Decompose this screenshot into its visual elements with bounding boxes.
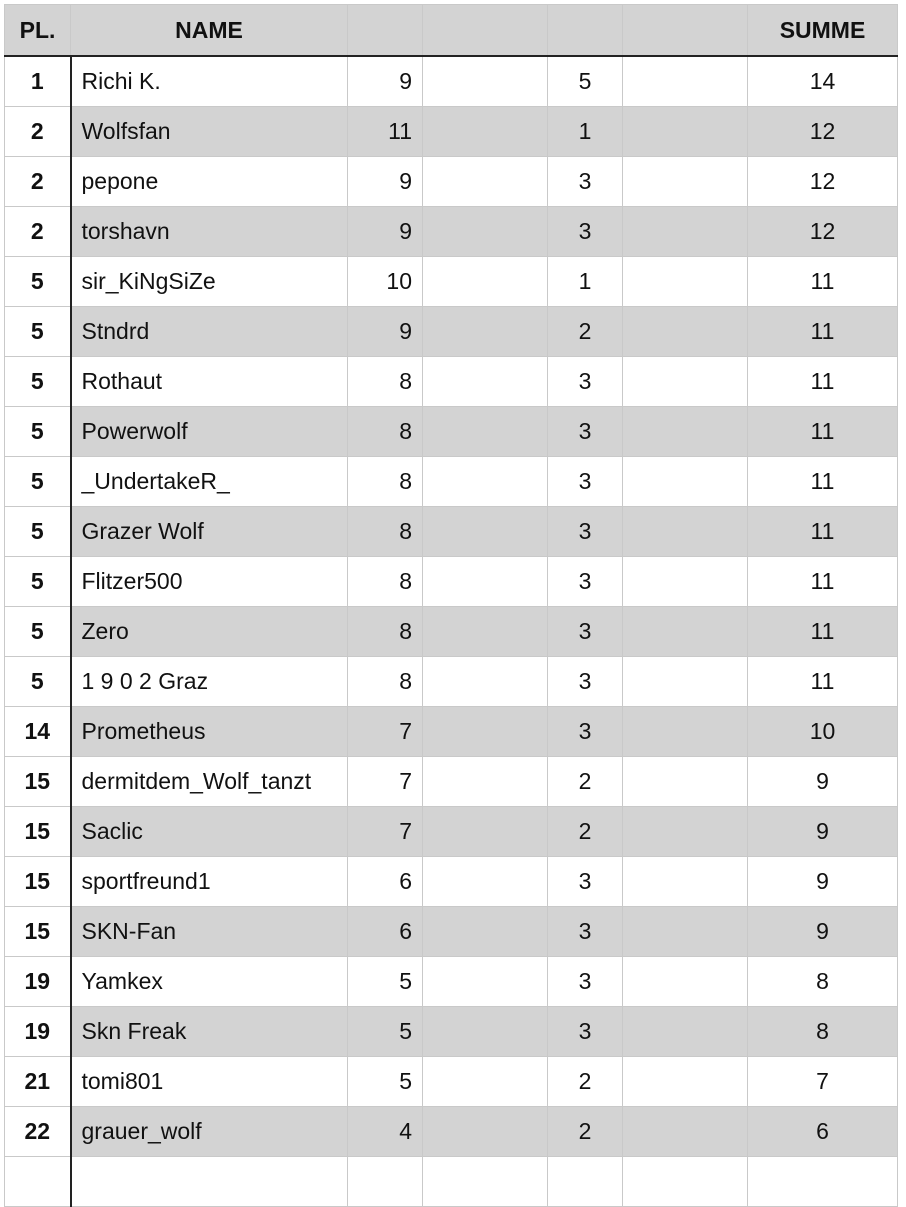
cell-place: 15 (5, 857, 71, 907)
cell-name: Yamkex (71, 957, 348, 1007)
table-row (5, 507, 898, 557)
cell-value-b: 3 (548, 157, 623, 207)
cell-value-a: 9 (348, 307, 423, 357)
cell-value-a (348, 1157, 423, 1207)
cell-total: 12 (748, 107, 898, 157)
cell-empty (423, 1107, 548, 1157)
cell-value-b: 1 (548, 107, 623, 157)
cell-empty (423, 757, 548, 807)
table-row (5, 1157, 898, 1207)
table-row (5, 1057, 898, 1107)
cell-empty (423, 1057, 548, 1107)
cell-total: 9 (748, 807, 898, 857)
cell-total: 6 (748, 1107, 898, 1157)
cell-value-b: 2 (548, 807, 623, 857)
cell-total: 11 (748, 607, 898, 657)
table-row (5, 757, 898, 807)
cell-empty (423, 157, 548, 207)
cell-value-b: 3 (548, 357, 623, 407)
cell-empty (623, 307, 748, 357)
cell-place: 15 (5, 907, 71, 957)
cell-empty (623, 157, 748, 207)
cell-value-a: 7 (348, 707, 423, 757)
cell-empty (623, 407, 748, 457)
cell-empty (623, 257, 748, 307)
cell-value-b: 5 (548, 56, 623, 107)
cell-total: 10 (748, 707, 898, 757)
cell-empty (623, 207, 748, 257)
cell-empty (423, 257, 548, 307)
cell-empty (623, 857, 748, 907)
cell-total: 11 (748, 407, 898, 457)
cell-value-a: 10 (348, 257, 423, 307)
cell-empty (423, 957, 548, 1007)
cell-empty (423, 457, 548, 507)
table-row (5, 357, 898, 407)
cell-empty (423, 1007, 548, 1057)
cell-total: 11 (748, 557, 898, 607)
cell-total (748, 1157, 898, 1207)
cell-empty (623, 1007, 748, 1057)
cell-place: 1 (5, 56, 71, 107)
cell-empty (623, 707, 748, 757)
cell-name: sir_KiNgSiZe (71, 257, 348, 307)
cell-total: 11 (748, 357, 898, 407)
cell-empty (423, 107, 548, 157)
cell-empty (423, 557, 548, 607)
cell-value-b: 3 (548, 207, 623, 257)
table-row (5, 157, 898, 207)
cell-value-a: 8 (348, 607, 423, 657)
cell-empty (423, 807, 548, 857)
cell-empty (623, 357, 748, 407)
cell-place: 15 (5, 757, 71, 807)
cell-value-b: 2 (548, 1107, 623, 1157)
cell-value-b: 3 (548, 407, 623, 457)
cell-place: 2 (5, 157, 71, 207)
cell-empty (623, 507, 748, 557)
cell-place: 19 (5, 957, 71, 1007)
cell-empty (423, 857, 548, 907)
cell-total: 8 (748, 957, 898, 1007)
header-name: NAME (71, 5, 348, 57)
cell-empty (623, 907, 748, 957)
cell-empty (423, 707, 548, 757)
cell-empty (423, 357, 548, 407)
table-row (5, 107, 898, 157)
table-row (5, 657, 898, 707)
cell-name: Stndrd (71, 307, 348, 357)
cell-value-b: 3 (548, 657, 623, 707)
cell-value-b: 3 (548, 857, 623, 907)
table-row (5, 1107, 898, 1157)
cell-empty (623, 56, 748, 107)
cell-name: Skn Freak (71, 1007, 348, 1057)
cell-empty (423, 607, 548, 657)
table-row (5, 557, 898, 607)
cell-value-b: 3 (548, 957, 623, 1007)
table-row (5, 707, 898, 757)
cell-total: 11 (748, 507, 898, 557)
cell-place: 5 (5, 457, 71, 507)
header-place: PL. (5, 5, 71, 57)
cell-value-b: 3 (548, 457, 623, 507)
cell-value-a: 8 (348, 457, 423, 507)
cell-empty (423, 657, 548, 707)
cell-name: _UndertakeR_ (71, 457, 348, 507)
table-row (5, 407, 898, 457)
cell-empty (623, 1107, 748, 1157)
cell-name: Rothaut (71, 357, 348, 407)
table-row (5, 607, 898, 657)
table-row (5, 957, 898, 1007)
table-row (5, 307, 898, 357)
cell-place: 2 (5, 107, 71, 157)
cell-name: Prometheus (71, 707, 348, 757)
header-col4 (423, 5, 548, 57)
cell-name: pepone (71, 157, 348, 207)
header-col5 (548, 5, 623, 57)
cell-value-a: 8 (348, 407, 423, 457)
cell-name (71, 1157, 348, 1207)
cell-total: 9 (748, 907, 898, 957)
cell-place: 22 (5, 1107, 71, 1157)
cell-value-a: 5 (348, 1057, 423, 1107)
cell-value-b: 1 (548, 257, 623, 307)
cell-value-b: 3 (548, 607, 623, 657)
cell-empty (623, 1157, 748, 1207)
cell-value-a: 8 (348, 357, 423, 407)
cell-name: Grazer Wolf (71, 507, 348, 557)
cell-place: 5 (5, 607, 71, 657)
header-total: SUMME (748, 5, 898, 57)
cell-name: dermitdem_Wolf_tanzt (71, 757, 348, 807)
cell-place: 5 (5, 657, 71, 707)
cell-total: 11 (748, 257, 898, 307)
cell-value-a: 5 (348, 957, 423, 1007)
cell-value-a: 5 (348, 1007, 423, 1057)
table-row (5, 857, 898, 907)
header-col3 (348, 5, 423, 57)
header-col6 (623, 5, 748, 57)
table-header (5, 5, 898, 57)
cell-place: 21 (5, 1057, 71, 1107)
table-row (5, 56, 898, 107)
cell-empty (623, 457, 748, 507)
table-row (5, 807, 898, 857)
cell-empty (423, 207, 548, 257)
cell-total: 8 (748, 1007, 898, 1057)
cell-place: 19 (5, 1007, 71, 1057)
cell-empty (423, 1157, 548, 1207)
cell-empty (423, 907, 548, 957)
cell-name: Powerwolf (71, 407, 348, 457)
cell-place: 2 (5, 207, 71, 257)
cell-value-b: 3 (548, 907, 623, 957)
cell-place (5, 1157, 71, 1207)
cell-value-a: 7 (348, 757, 423, 807)
cell-name: torshavn (71, 207, 348, 257)
cell-name: tomi801 (71, 1057, 348, 1107)
cell-name: sportfreund1 (71, 857, 348, 907)
cell-name: Saclic (71, 807, 348, 857)
cell-value-a: 9 (348, 207, 423, 257)
table-row (5, 1007, 898, 1057)
cell-place: 5 (5, 557, 71, 607)
table-row (5, 257, 898, 307)
cell-place: 5 (5, 357, 71, 407)
cell-total: 14 (748, 56, 898, 107)
cell-total: 11 (748, 307, 898, 357)
cell-value-b: 3 (548, 1007, 623, 1057)
cell-empty (623, 1057, 748, 1107)
cell-name: Richi K. (71, 56, 348, 107)
cell-name: Flitzer500 (71, 557, 348, 607)
cell-value-b: 3 (548, 707, 623, 757)
cell-value-b: 2 (548, 1057, 623, 1107)
cell-empty (623, 807, 748, 857)
cell-value-a: 9 (348, 157, 423, 207)
cell-value-a: 4 (348, 1107, 423, 1157)
cell-value-b: 3 (548, 557, 623, 607)
cell-value-b: 2 (548, 307, 623, 357)
cell-total: 12 (748, 157, 898, 207)
cell-empty (623, 607, 748, 657)
cell-empty (623, 757, 748, 807)
cell-place: 5 (5, 407, 71, 457)
cell-name: SKN-Fan (71, 907, 348, 957)
cell-value-a: 9 (348, 56, 423, 107)
cell-total: 9 (748, 857, 898, 907)
table-row (5, 207, 898, 257)
cell-empty (423, 56, 548, 107)
cell-total: 12 (748, 207, 898, 257)
table-row (5, 457, 898, 507)
cell-empty (423, 307, 548, 357)
cell-total: 7 (748, 1057, 898, 1107)
cell-place: 5 (5, 257, 71, 307)
standings-table (4, 4, 898, 1207)
cell-value-a: 6 (348, 907, 423, 957)
cell-value-a: 11 (348, 107, 423, 157)
cell-name: Wolfsfan (71, 107, 348, 157)
table-row (5, 907, 898, 957)
cell-place: 14 (5, 707, 71, 757)
cell-place: 5 (5, 507, 71, 557)
cell-empty (623, 107, 748, 157)
cell-value-a: 8 (348, 557, 423, 607)
cell-total: 9 (748, 757, 898, 807)
standings-table-container (4, 4, 897, 1207)
cell-place: 5 (5, 307, 71, 357)
cell-value-a: 8 (348, 507, 423, 557)
cell-empty (623, 557, 748, 607)
cell-name: 1 9 0 2 Graz (71, 657, 348, 707)
cell-value-a: 8 (348, 657, 423, 707)
cell-empty (623, 957, 748, 1007)
cell-place: 15 (5, 807, 71, 857)
cell-name: grauer_wolf (71, 1107, 348, 1157)
cell-empty (423, 407, 548, 457)
cell-value-b: 2 (548, 757, 623, 807)
table-body (5, 56, 898, 1207)
cell-empty (623, 657, 748, 707)
cell-value-a: 7 (348, 807, 423, 857)
cell-empty (423, 507, 548, 557)
cell-value-a: 6 (348, 857, 423, 907)
cell-name: Zero (71, 607, 348, 657)
cell-value-b: 3 (548, 507, 623, 557)
cell-total: 11 (748, 657, 898, 707)
cell-total: 11 (748, 457, 898, 507)
cell-value-b (548, 1157, 623, 1207)
header-row (5, 5, 898, 57)
